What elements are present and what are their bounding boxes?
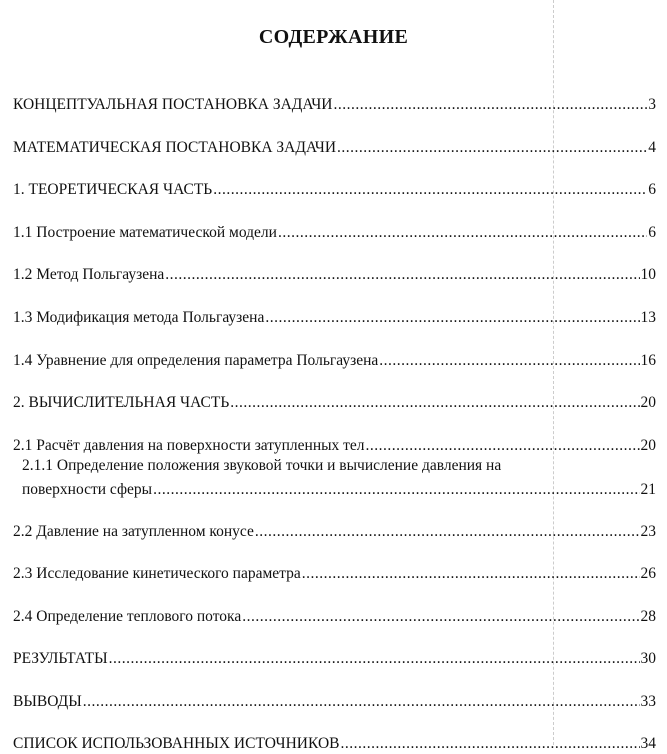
dot-leader <box>83 692 640 712</box>
toc-label: ВЫВОДЫ <box>13 693 82 710</box>
toc-page: 6 <box>648 181 656 198</box>
toc-entry[interactable] <box>22 480 656 500</box>
toc-entry[interactable] <box>13 265 656 285</box>
toc-page: 28 <box>640 608 656 625</box>
toc-page: 26 <box>640 565 656 582</box>
toc-label: 1.1 Построение математической модели <box>13 224 277 241</box>
toc-page: 30 <box>640 650 656 667</box>
dot-leader <box>230 393 639 413</box>
toc-label: 1. ТЕОРЕТИЧЕСКАЯ ЧАСТЬ <box>13 181 213 198</box>
page-title: СОДЕРЖАНИЕ <box>258 26 409 48</box>
dot-leader <box>337 138 647 158</box>
toc-entry[interactable] <box>13 393 656 413</box>
toc-label: КОНЦЕПТУАЛЬНАЯ ПОСТАНОВКА ЗАДАЧИ <box>13 96 333 113</box>
toc-entry[interactable] <box>13 692 656 712</box>
toc-page: 4 <box>648 139 656 156</box>
toc-page: 21 <box>640 481 656 498</box>
toc-entry[interactable] <box>13 564 656 584</box>
toc-entry[interactable] <box>13 351 656 371</box>
toc-entry[interactable] <box>13 138 656 158</box>
toc-label: 2.2 Давление на затупленном конусе <box>13 523 254 540</box>
dot-leader <box>109 649 640 669</box>
dot-leader <box>366 436 640 456</box>
toc-label: 2. ВЫЧИСЛИТЕЛЬНАЯ ЧАСТЬ <box>13 394 230 411</box>
toc-label: МАТЕМАТИЧЕСКАЯ ПОСТАНОВКА ЗАДАЧИ <box>13 139 337 156</box>
dot-leader <box>153 480 639 500</box>
toc-page: 23 <box>640 523 656 540</box>
toc-entry[interactable] <box>13 649 656 669</box>
toc-label: 2.4 Определение теплового потока <box>13 608 242 625</box>
toc-entry[interactable] <box>13 522 656 542</box>
toc-page: 20 <box>640 394 656 411</box>
toc-label: 1.2 Метод Польгаузена <box>13 266 165 283</box>
toc-label: поверхности сферы <box>22 481 153 498</box>
toc-entry[interactable] <box>13 223 656 243</box>
toc-entry[interactable] <box>13 734 656 754</box>
toc-entry[interactable] <box>13 180 656 200</box>
dot-leader <box>302 564 640 584</box>
toc-entry[interactable] <box>13 95 656 115</box>
dot-leader <box>333 95 647 115</box>
dot-leader <box>379 351 639 371</box>
toc-page: 16 <box>640 352 656 369</box>
toc-entry[interactable] <box>13 436 656 456</box>
toc-page: 10 <box>640 266 656 283</box>
toc-page: 13 <box>640 309 656 326</box>
toc-page: 33 <box>640 693 656 710</box>
dot-leader <box>213 180 647 200</box>
toc-label: 2.1 Расчёт давления на поверхности затупленных тел <box>13 437 365 454</box>
dot-leader <box>242 607 639 627</box>
toc-label-line1[interactable]: 2.1.1 Определение положения звуковой точки и вычисление давления на <box>22 457 502 474</box>
toc-entry[interactable] <box>13 308 656 328</box>
toc-page: 20 <box>640 437 656 454</box>
toc-entry[interactable] <box>13 607 656 627</box>
dot-leader <box>255 522 640 542</box>
toc-page: 34 <box>640 735 656 752</box>
dot-leader <box>340 734 639 754</box>
toc-page: 3 <box>648 96 656 113</box>
dot-leader <box>265 308 639 328</box>
toc-label: 1.3 Модификация метода Польгаузена <box>13 309 265 326</box>
toc-label: РЕЗУЛЬТАТЫ <box>13 650 108 667</box>
toc-label: СПИСОК ИСПОЛЬЗОВАННЫХ ИСТОЧНИКОВ <box>13 735 340 752</box>
toc-label: 1.4 Уравнение для определения параметра Польгаузена <box>13 352 379 369</box>
dot-leader <box>278 223 647 243</box>
toc-page: 6 <box>648 224 656 241</box>
dot-leader <box>165 265 639 285</box>
toc-label: 2.3 Исследование кинетического параметра <box>13 565 301 582</box>
